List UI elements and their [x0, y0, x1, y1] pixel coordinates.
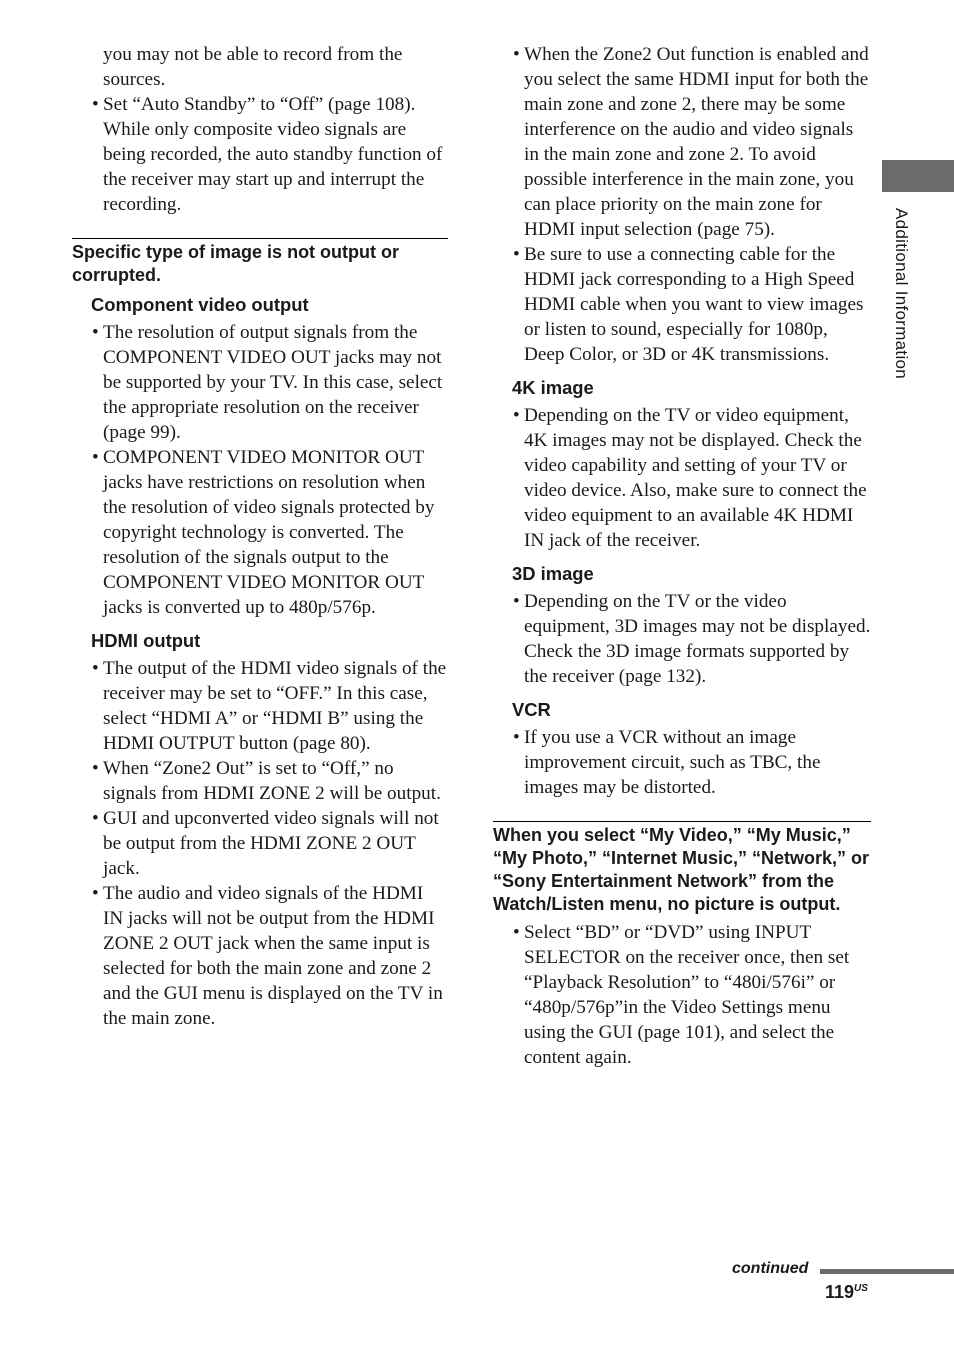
list-item: • If you use a VCR without an image improvement circuit, such as TBC, the images may be distorted.: [513, 727, 821, 798]
component-video-title: Component video output: [91, 294, 309, 315]
list-item: • COMPONENT VIDEO MONITOR OUT jacks have restrictions on resolution when the resolution of video signals protected by copyright technology is converted. The resolution of the signals output to the COMPONENT VIDEO MONITOR OUT jacks is converted up to 480p/576p.: [92, 447, 435, 618]
bullet-icon: •: [513, 244, 520, 265]
list-item: • Depending on the TV or the video equipment, 3D images may not be displayed. Check the 3D image formats supported by the receiver (page 132).: [513, 591, 871, 687]
list-item: • Be sure to use a connecting cable for the HDMI jack corresponding to a High Speed HDMI cable when you want to view images or listen to sound, especially for 1080p, Deep Color, or 3D or 4K transmissions.: [513, 244, 864, 365]
hdmi-bullets-continued: [493, 42, 871, 367]
bullet-icon: •: [92, 808, 99, 829]
section-title-not-output: Specific type of image is not output or corrupted.: [72, 238, 448, 287]
image-4k-bullets: [493, 403, 871, 553]
no-picture-bullets: [493, 920, 871, 1070]
continued-bar: [820, 1269, 954, 1274]
list-item: • GUI and upconverted video signals will not be output from the HDMI ZONE 2 OUT jack.: [92, 808, 439, 879]
image-3d-title: 3D image: [512, 563, 594, 584]
list-item: • When the Zone2 Out function is enabled and you select the same HDMI input for both the main zone and zone 2, there may be some interference on the audio and video signals in the main zone and zone 2. To avoid possible interference in the main zone, you can place priority on the main zone for HDMI input selection (page 75).: [513, 44, 869, 240]
bullet-icon: •: [92, 758, 99, 779]
page-number-suffix: US: [854, 1283, 868, 1294]
hdmi-bullets: [72, 656, 448, 1031]
bullet-icon: •: [92, 322, 99, 343]
bullet-icon: •: [513, 922, 520, 943]
intro-continuation: you may not be able to record from the sources.: [103, 44, 403, 90]
image-3d-bullets: [493, 589, 871, 689]
list-item: • When “Zone2 Out” is set to “Off,” no signals from HDMI ZONE 2 will be output.: [92, 758, 441, 804]
bullet-icon: •: [92, 883, 99, 904]
bullet-icon: •: [513, 591, 520, 612]
bullet-icon: •: [92, 658, 99, 679]
hdmi-output-title: HDMI output: [91, 630, 201, 651]
list-item: • The output of the HDMI video signals of the receiver may be set to “OFF.” In this case, select “HDMI A” or “HDMI B” using the HDMI OUTPUT button (page 80).: [92, 658, 447, 754]
side-tab-marker: [882, 160, 954, 192]
bullet-icon: •: [513, 44, 520, 65]
bullet-icon: •: [513, 405, 520, 426]
vcr-bullets: [493, 725, 871, 800]
bullet-icon: •: [92, 447, 99, 468]
component-bullets: [72, 320, 448, 620]
right-column: [493, 42, 871, 1070]
section-title-no-picture: When you select “My Video,” “My Music,” “My Photo,” “Internet Music,” “Network,” or “Sony Entertainment Network” from the Watch/Listen menu, no picture is output.: [493, 821, 871, 916]
image-4k-title: 4K image: [512, 377, 594, 398]
vcr-title: VCR: [512, 699, 551, 720]
continued-label: continued: [732, 1260, 809, 1277]
list-item: • Select “BD” or “DVD” using INPUT SELECTOR on the receiver once, then set “Playback Resolution” to “480i/576i” or “480p/576p”in the Video Settings menu using the GUI (page 101), and select the content again.: [513, 922, 850, 1068]
list-item: • The resolution of output signals from the COMPONENT VIDEO OUT jacks may not be supported by your TV. In this case, select the appropriate resolution on the receiver (page 99).: [92, 322, 443, 443]
bullet-icon: •: [92, 94, 99, 115]
page-number: [825, 1282, 868, 1303]
left-column: [72, 42, 448, 1031]
bullet-icon: •: [513, 727, 520, 748]
intro-bullets: [72, 92, 448, 217]
page-number-value: 119: [825, 1282, 855, 1302]
list-item: • Depending on the TV or video equipment, 4K images may not be displayed. Check the video capability and setting of your TV or video device. Also, make sure to connect the video equipment to an available 4K HDMI IN jack of the receiver.: [513, 405, 867, 551]
side-section-label: Additional Information: [892, 208, 911, 380]
list-item: • Set “Auto Standby” to “Off” (page 108). While only composite video signals are being recorded, the auto standby function of the receiver may start up and interrupt the recording.: [92, 94, 443, 215]
list-item: • The audio and video signals of the HDMI IN jacks will not be output from the HDMI ZONE 2 OUT jack when the same input is selected for both the main zone and zone 2 and the GUI menu is displayed on the TV in the main zone.: [92, 883, 443, 1029]
